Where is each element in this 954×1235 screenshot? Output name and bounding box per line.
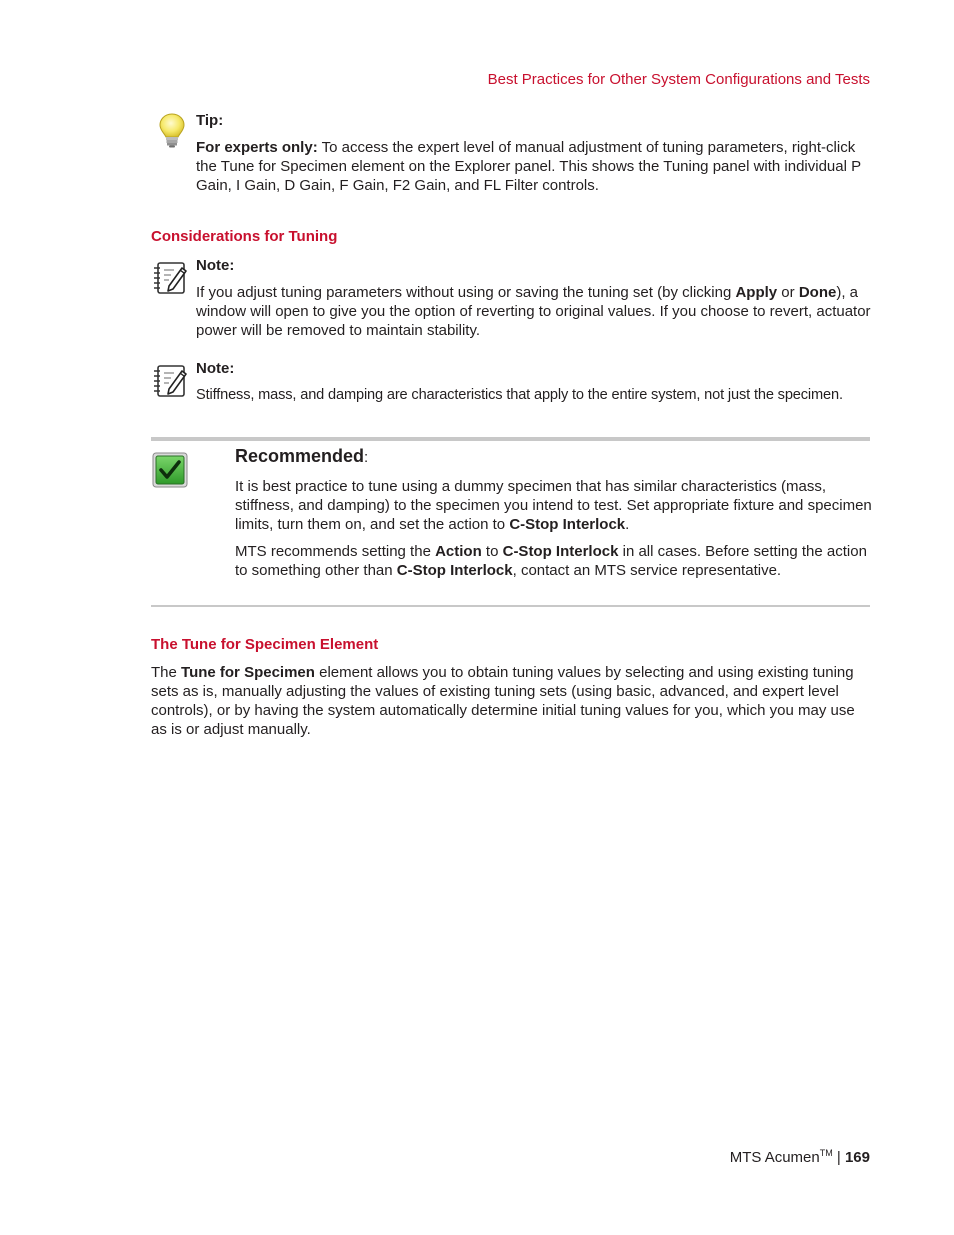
tfs-text-2: element allows you to obtain tuning values by selecting and using existing tuning sets as is, manually adjusting the values of existing tuning sets (using basic, advanced, and expert level controls), or by having the system automatically determine initial tuning values for you, which you may use as is or adjust manually.	[151, 664, 855, 738]
tune-for-specimen-paragraph	[151, 663, 873, 739]
rec-p1-cstop: C-Stop Interlock	[509, 516, 626, 533]
note1-label: Note:	[196, 257, 235, 274]
tip-paragraph	[196, 138, 872, 195]
section-title-tune-for-specimen: The Tune for Specimen Element	[151, 636, 379, 653]
rec-p1-text-1: It is best practice to tune using a dummy specimen that has similar characteristics (mass, stiffness, and damping) to the specimen you intend to test. Set appropriate fixture and specimen limits, turn them on, and set the action to	[235, 478, 872, 533]
page-footer	[730, 1149, 870, 1166]
note2-paragraph: Stiffness, mass, and damping are characteristics that apply to the entire system, not just the specimen.	[196, 387, 843, 403]
footer-product: MTS Acumen	[729, 1149, 820, 1166]
rec-p2-text-2: to	[481, 543, 503, 560]
page-number: 169	[844, 1149, 870, 1166]
notepad-pencil-icon	[151, 361, 191, 401]
tfs-text-1: The	[151, 664, 182, 681]
tip-lead: For experts only:	[196, 139, 318, 156]
note1-text-2: or	[777, 284, 799, 301]
footer-trademark: TM	[819, 1148, 833, 1158]
recommended-title: Recommended	[235, 446, 365, 466]
rec-p2-action: Action	[435, 543, 482, 560]
lightbulb-icon	[152, 110, 192, 150]
running-header: Best Practices for Other System Configurations and Tests	[487, 71, 870, 88]
section-title-considerations: Considerations for Tuning	[151, 228, 338, 245]
tip-text: To access the expert level of manual adjustment of tuning parameters, right-click the Tune for Specimen element on the Explorer panel. This shows the Tuning panel with individual P Gain, I Gain, D Gain, F Gain, F2 Gain, and FL Filter controls.	[196, 139, 861, 194]
note1-text-3: ), a window will open to give you the option of reverting to original values. If you choose to revert, actuator power will be removed to maintain stability.	[196, 284, 871, 339]
note1-paragraph	[196, 283, 872, 340]
recommended-top-rule	[151, 437, 870, 441]
recommended-heading	[235, 446, 368, 467]
note2-label: Note:	[196, 360, 235, 377]
rec-p2-text-1: MTS recommends setting the	[235, 543, 436, 560]
note1-text-1: If you adjust tuning parameters without using or saving the tuning set (by clicking	[196, 284, 736, 301]
rec-p2-cstop-1: C-Stop Interlock	[502, 543, 619, 560]
recommended-bottom-rule	[151, 605, 870, 607]
note1-apply: Apply	[735, 284, 778, 301]
green-checkbox-icon	[152, 452, 188, 488]
rec-p1-text-2: .	[625, 516, 630, 533]
recommended-paragraph-1	[235, 477, 875, 534]
tfs-bold: Tune for Specimen	[181, 664, 315, 681]
rec-p2-cstop-2: C-Stop Interlock	[396, 562, 513, 579]
notepad-pencil-icon	[151, 258, 191, 298]
tip-label: Tip:	[196, 112, 224, 129]
recommended-paragraph-2	[235, 542, 875, 580]
rec-p2-text-4: , contact an MTS service representative.	[512, 562, 782, 579]
rec-p2-text-3: in all cases. Before setting the action to something other than	[235, 543, 867, 579]
note1-done: Done	[798, 284, 837, 301]
footer-separator: |	[832, 1149, 845, 1166]
recommended-colon: :	[364, 449, 369, 466]
